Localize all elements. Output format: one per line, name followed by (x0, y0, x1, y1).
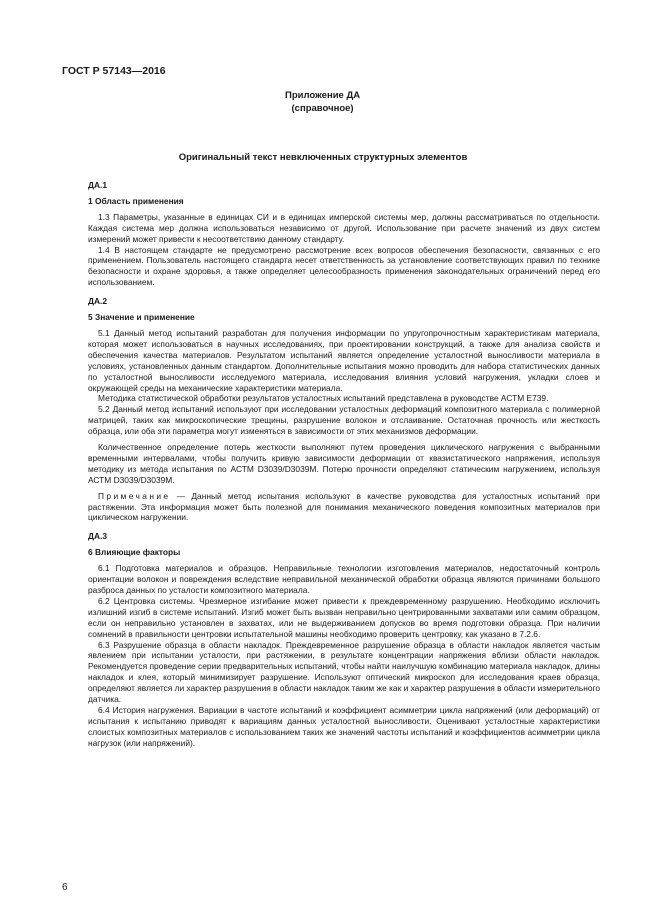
block-label-da1: ДА.1 (88, 180, 107, 190)
paragraph-6-3: 6.3 Разрушение образца в области накладок. Преждевременное разрушение образца в области накладок является частым явлением при испытании усталости, при растяжении, в результате концентрации напряжения вблизи области накладок. Рекомендуется проведение серии предварительных испытаний, чтобы найти наилучшую комбинацию материала накладок, длины накладок и клея, который минимизирует разрушение. Используют оптический микроскоп для исследования краев образца, определяют является ли характер разрушения в области накладок таким же как и характер разрушения в области измерительного датчика. (88, 639, 601, 705)
section-heading-scope: 1 Область применения (88, 195, 184, 206)
note-paragraph (88, 491, 600, 524)
appendix-heading (285, 89, 360, 115)
note-label: Примечание (98, 490, 171, 501)
section-heading-significance: 5 Значение и применение (88, 312, 195, 323)
paragraph-stiffness: Количественное определение потерь жесткости выполняют путем проведения циклического нагружения с выбранными временными интервалами, чтобы получить кривую зависимости деформации от квазистатического напряжения, используя методику из метода испытания по АСТМ D3039/D3039M. Потерю прочности определяют статическим нагружением, используя АСТМ D3039/D3039M. (88, 442, 600, 485)
appendix-title: Приложение ДА (285, 90, 361, 101)
paragraph-5-2: 5.2 Данный метод испытаний используют при исследовании усталостных деформаций композитного материала с полимерной матрицей, таких как микроскопические трещины, разрушение волокон и отслаивание. Остаточная прочность или жесткость образца, или оба эти параметра могут изменяться в зависимости от этих механизмов деформации. (88, 404, 600, 437)
page-number: 6 (62, 882, 68, 893)
paragraph-1-4: 1.4 В настоящем стандарте не предусмотрено рассмотрение всех вопросов обеспечения безопасности, связанных с его применением. Пользователь настоящего стандарта несет ответственность за установление соответствующих правил по технике безопасности и охране здоровья, а также определяет целесообразность применения законодательных ограничений перед его использованием. (88, 244, 600, 288)
appendix-note: (справочное) (291, 103, 354, 114)
paragraph-6-2: 6.2 Центровка системы. Чрезмерное изгибание может привести к преждевременному разрушению. Необходимо исключить излишний изгиб в системе испытаний. Изгиб может быть вызван неправильно центрированными захватами или самим образцом, если он неправильно установлен в захватах, или не выдерживанием допусков во время подготовки образца. При наличии сомнений в правильности центровки испытательной машины необходимо проверить центровку, как указано в 7.2.6. (88, 595, 600, 639)
standard-header: ГОСТ Р 57143—2016 (62, 65, 166, 77)
document-body (88, 180, 600, 749)
paragraph-5-1: 5.1 Данный метод испытаний разработан для получения информации по упругопрочностным характеристикам материала, которая может использоваться в научных исследованиях, при проектировании конструкций, а также для анализа свойств и обеспечения качества материалов. Результатом испытаний является определение усталостной выносливости материала в условиях, установленных данным стандартом. Дополнительные испытания можно проводить для набора статистических данных по усталостной выносливости исследуемого материала, исследования влияния условий нагружения, укладки слоев и окружающей среды на механические характеристики материала. (88, 327, 600, 393)
note-text: — Данный метод испытания используют в качестве руководства для усталостных испытаний при растяжении. Эта информация может быть полезной для понимания механического поведения композитных материалов при циклическом нагружении. (88, 490, 600, 523)
paragraph-6-1: 6.1 Подготовка материалов и образцов. Неправильные технологии изготовления материалов, недостаточный контроль ориентации волокон и повреждения вследствие неправильной механической обработки образца являются причинами большого разброса данных по усталости композитного материала. (88, 563, 600, 595)
block-label-da3: ДА.3 (88, 531, 107, 542)
paragraph-6-4: 6.4 История нагружения. Вариации в частоте испытаний и коэффициент асимметрии цикла напряжений (или деформаций) от испытания к испытанию приводят к вариациям данных усталостной выносливости. Оценивают усталостные характеристики слоистых композитных материалов с использованием таких же значений частоты испытаний и коэффициентов асимметрии цикла нагрузок (или напряжений). (88, 704, 600, 748)
document-title: Оригинальный текст невключенных структурных элементов (178, 152, 468, 163)
paragraph-astm-e739: Методика статистической обработки результатов усталостных испытаний представлена в руководстве АСТМ Е739. (98, 393, 549, 404)
block-label-da2: ДА.2 (88, 296, 107, 307)
section-heading-factors: 6 Влияющие факторы (88, 547, 181, 558)
paragraph-1-3: 1.3 Параметры, указанные в единицах СИ и в единицах имперской системы мер, должны рассматриваться по отдельности. Каждая система мер должна использоваться независимо от другой. Использование при расчете значений из двух систем измерений может привести к несоответствию данному стандарту. (88, 211, 600, 244)
